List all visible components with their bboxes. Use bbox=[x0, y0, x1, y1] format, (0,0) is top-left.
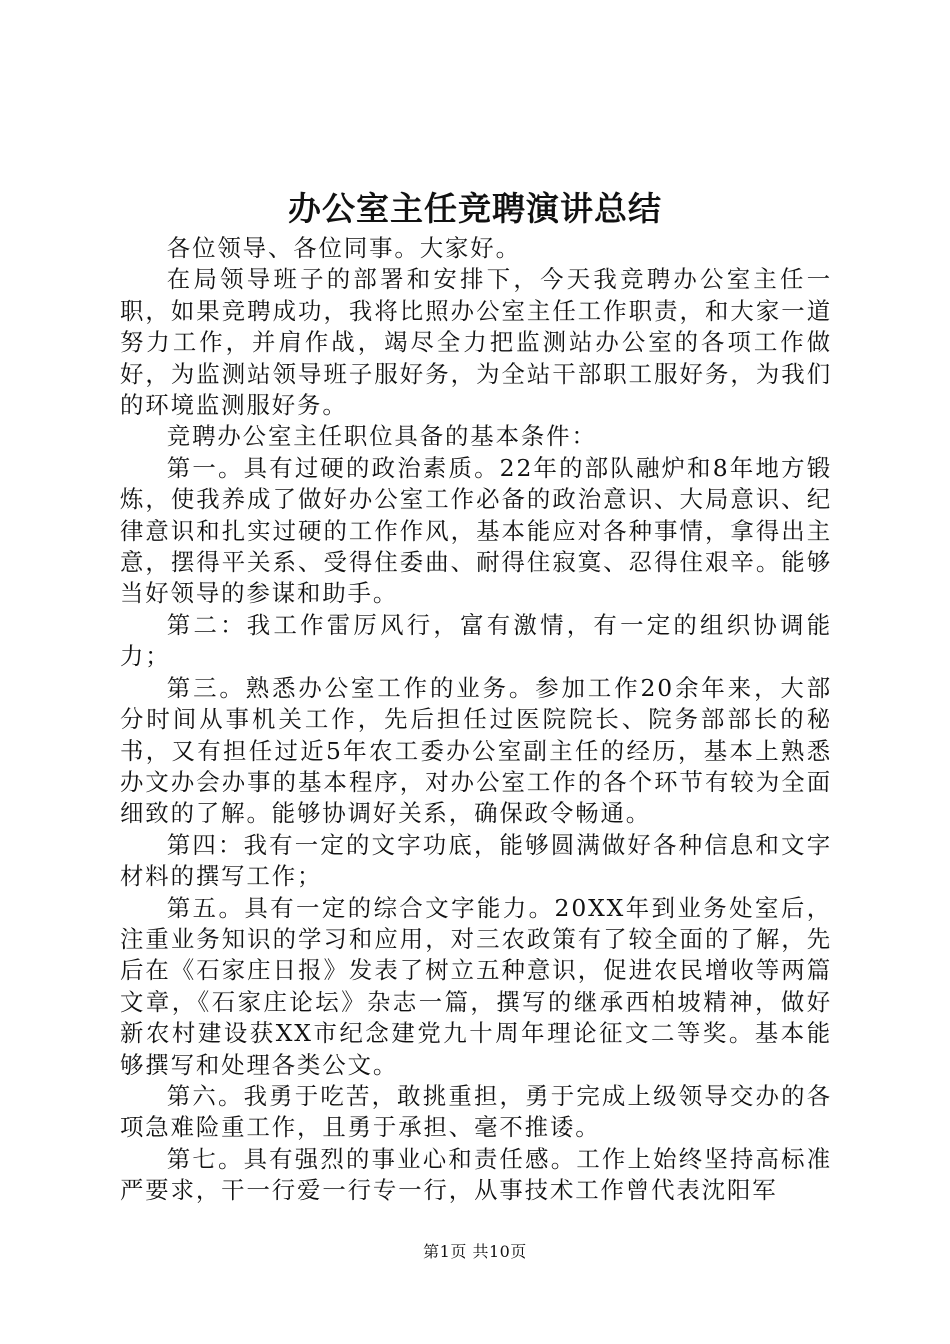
paragraph-greeting: 各位领导、各位同事。大家好。 bbox=[166, 234, 521, 262]
paragraph-seventh: 第七。具有强烈的事业心和责任感。工作上始终坚持高标准严要求，干一行爱一行专一行，从事技术工作曾代表沈阳军 bbox=[120, 1144, 832, 1205]
paragraph-intro: 在局领导班子的部署和安排下，今天我竞聘办公室主任一职，如果竞聘成功，我将比照办公室主任工作职责，和大家一道努力工作，并肩作战，竭尽全力把监测站办公室的各项工作做好，为监测站领导班子服好务，为全站干部职工服好务，为我们的环境监测服好务。 bbox=[120, 265, 832, 420]
page-number-footer: 第1页 共10页 bbox=[423, 1242, 527, 1261]
paragraph-fourth: 第四：我有一定的文字功底，能够圆满做好各种信息和文字材料的撰写工作； bbox=[120, 830, 832, 891]
paragraph-second: 第二：我工作雷厉风行，富有激情，有一定的组织协调能力； bbox=[120, 610, 832, 671]
paragraph-sixth: 第六。我勇于吃苦，敢挑重担，勇于完成上级领导交办的各项急难险重工作，且勇于承担、毫不推诿。 bbox=[120, 1081, 832, 1142]
document-body bbox=[120, 233, 832, 1207]
paragraph-fifth: 第五。具有一定的综合文字能力。20XX年到业务处室后，注重业务知识的学习和应用，对三农政策有了较全面的了解，先后在《石家庄日报》发表了树立五种意识，促进农民增收等两篇文章，《石家庄论坛》杂志一篇，撰写的继承西柏坡精神，做好新农村建设获XX市纪念建党九十周年理论征文二等奖。基本能够撰写和处理各类公文。 bbox=[120, 893, 832, 1079]
document-title: 办公室主任竞聘演讲总结 bbox=[288, 189, 662, 228]
paragraph-conditions-heading: 竞聘办公室主任职位具备的基本条件： bbox=[166, 422, 597, 451]
paragraph-first: 第一。具有过硬的政治素质。22年的部队融炉和8年地方锻炼，使我养成了做好办公室工作必备的政治意识、大局意识、纪律意识和扎实过硬的工作作风，基本能应对各种事情，拿得出主意，摆得平关系、受得住委曲、耐得住寂寞、忍得住艰辛。能够当好领导的参谋和助手。 bbox=[120, 453, 832, 608]
paragraph-third: 第三。熟悉办公室工作的业务。参加工作20余年来，大部分时间从事机关工作，先后担任过医院院长、院务部部长的秘书，又有担任过近5年农工委办公室副主任的经历，基本上熟悉办文办会办事的基本程序，对办公室工作的各个环节有较为全面细致的了解。能够协调好关系，确保政令畅通。 bbox=[120, 673, 832, 828]
